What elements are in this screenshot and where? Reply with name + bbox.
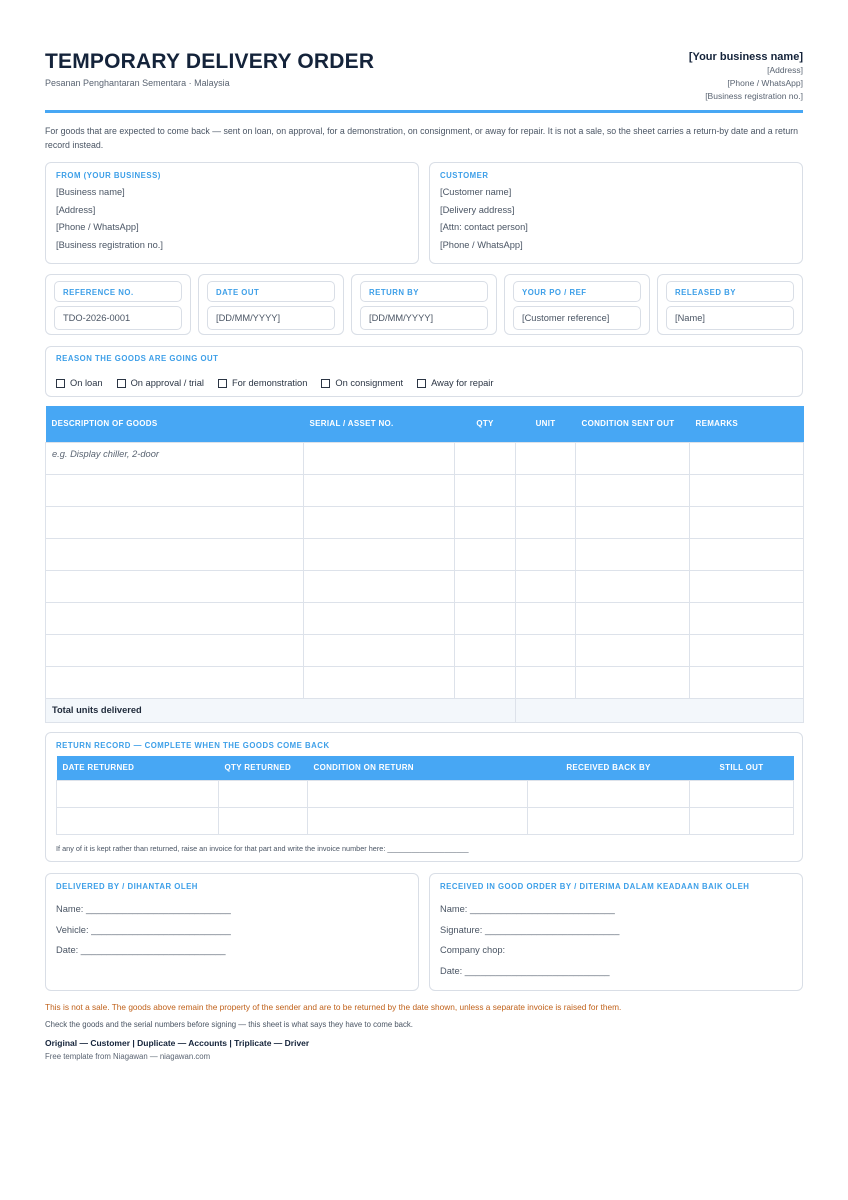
return-by-label: RETURN BY xyxy=(360,281,488,302)
table-row xyxy=(46,538,804,570)
table-cell[interactable] xyxy=(516,442,576,474)
table-cell[interactable] xyxy=(576,570,690,602)
date-out-field[interactable]: [DD/MM/YYYY] xyxy=(207,306,335,330)
released-by-card xyxy=(657,274,803,335)
from-box xyxy=(45,162,419,264)
table-cell[interactable] xyxy=(690,807,794,834)
business-reg-no: [Business registration no.] xyxy=(705,91,803,101)
date-out-card xyxy=(198,274,344,335)
reason-options xyxy=(56,378,507,388)
return-by-field[interactable]: [DD/MM/YYYY] xyxy=(360,306,488,330)
table-cell[interactable] xyxy=(46,538,304,570)
customer-contact-person[interactable]: [Attn: contact person] xyxy=(440,222,528,233)
table-row xyxy=(46,634,804,666)
table-cell[interactable] xyxy=(455,538,516,570)
col-qty-returned: QTY RETURNED xyxy=(219,756,308,780)
customer-label: CUSTOMER xyxy=(440,171,489,180)
business-block xyxy=(689,50,803,103)
received-name-field[interactable]: Name: ____________________________ xyxy=(440,904,615,914)
business-name: [Your business name] xyxy=(688,51,803,63)
delivered-name-field[interactable]: Name: ____________________________ xyxy=(56,904,231,914)
table-cell[interactable] xyxy=(516,602,576,634)
from-address[interactable]: [Address] xyxy=(56,204,96,215)
table-cell[interactable] xyxy=(528,807,690,834)
table-row xyxy=(46,506,804,538)
received-company-chop-field[interactable]: Company chop: xyxy=(440,945,506,955)
table-cell[interactable] xyxy=(516,666,576,698)
col-still-out: STILL OUT xyxy=(690,756,794,780)
table-row xyxy=(46,602,804,634)
table-row xyxy=(46,666,804,698)
template-credit: Free template from Niagawan — niagawan.com xyxy=(45,1052,211,1061)
table-cell[interactable] xyxy=(304,602,455,634)
table-cell[interactable] xyxy=(516,570,576,602)
table-row xyxy=(46,570,804,602)
total-units-value[interactable] xyxy=(516,698,804,722)
received-by-label: RECEIVED IN GOOD ORDER BY / DITERIMA DALAM KEADAAN BAIK OLEH xyxy=(440,882,750,891)
table-cell[interactable] xyxy=(455,666,516,698)
po-ref-field[interactable]: [Customer reference] xyxy=(513,306,641,330)
checkbox-icon[interactable] xyxy=(117,379,126,388)
table-cell[interactable] xyxy=(46,634,304,666)
col-serial: SERIAL / ASSET NO. xyxy=(304,406,455,442)
reason-option-on-loan[interactable]: On loan xyxy=(56,378,103,388)
table-cell[interactable] xyxy=(304,442,455,474)
table-cell[interactable] xyxy=(219,780,308,807)
table-cell[interactable] xyxy=(57,780,219,807)
reason-option-on-approval[interactable]: On approval / trial xyxy=(117,378,204,388)
document-subtitle: Pesanan Penghantaran Sementara · Malaysia xyxy=(45,78,230,88)
table-cell[interactable] xyxy=(304,506,455,538)
return-record-box xyxy=(45,732,803,862)
reason-label: REASON THE GOODS ARE GOING OUT xyxy=(56,354,219,363)
table-cell[interactable] xyxy=(304,666,455,698)
table-cell[interactable] xyxy=(576,666,690,698)
from-label: FROM (YOUR BUSINESS) xyxy=(56,171,161,180)
col-description: DESCRIPTION OF GOODS xyxy=(46,406,304,442)
table-cell[interactable] xyxy=(308,780,528,807)
table-cell[interactable] xyxy=(576,506,690,538)
col-received-back-by: RECEIVED BACK BY xyxy=(528,756,690,780)
table-cell[interactable] xyxy=(46,506,304,538)
table-cell[interactable] xyxy=(304,474,455,506)
table-cell[interactable] xyxy=(690,506,804,538)
col-remarks: REMARKS xyxy=(690,406,804,442)
table-cell[interactable] xyxy=(690,780,794,807)
table-cell[interactable] xyxy=(690,602,804,634)
from-business-name[interactable]: [Business name] xyxy=(56,187,125,197)
goods-description-example[interactable]: e.g. Display chiller, 2-door xyxy=(46,442,304,474)
check-goods-note: Check the goods and the serial numbers before signing — this sheet is what says they have to come back. xyxy=(45,1020,413,1029)
received-date-field[interactable]: Date: ____________________________ xyxy=(440,965,610,976)
table-cell[interactable] xyxy=(516,474,576,506)
goods-header-row xyxy=(46,406,804,442)
table-cell[interactable] xyxy=(516,538,576,570)
received-by-box xyxy=(429,873,803,991)
table-cell[interactable] xyxy=(690,666,804,698)
return-by-card xyxy=(351,274,497,335)
col-condition-sent: CONDITION SENT OUT xyxy=(576,406,690,442)
business-phone: [Phone / WhatsApp] xyxy=(727,78,803,88)
table-row xyxy=(46,442,804,474)
table-cell[interactable] xyxy=(576,474,690,506)
document-title: TEMPORARY DELIVERY ORDER xyxy=(45,50,375,73)
table-cell[interactable] xyxy=(528,780,690,807)
from-phone[interactable]: [Phone / WhatsApp] xyxy=(56,222,139,233)
table-cell[interactable] xyxy=(690,570,804,602)
document-page xyxy=(45,50,803,1061)
reference-field[interactable]: TDO-2026-0001 xyxy=(54,306,182,330)
table-cell[interactable] xyxy=(304,570,455,602)
table-cell[interactable] xyxy=(219,807,308,834)
reason-option-demonstration[interactable]: For demonstration xyxy=(218,378,307,388)
table-row xyxy=(57,780,794,807)
reason-box xyxy=(45,346,803,397)
checkbox-icon[interactable] xyxy=(321,379,330,388)
total-row xyxy=(46,698,804,722)
customer-phone[interactable]: [Phone / WhatsApp] xyxy=(440,240,523,251)
table-row xyxy=(46,474,804,506)
po-ref-label: YOUR PO / REF xyxy=(513,281,641,302)
table-cell[interactable] xyxy=(455,506,516,538)
col-date-returned: DATE RETURNED xyxy=(57,756,219,780)
reason-option-repair[interactable]: Away for repair xyxy=(417,378,493,388)
table-cell[interactable] xyxy=(690,538,804,570)
table-cell[interactable] xyxy=(455,474,516,506)
total-units-label: Total units delivered xyxy=(46,698,516,722)
reason-option-consignment[interactable]: On consignment xyxy=(321,378,403,388)
return-record-table xyxy=(56,756,794,835)
received-signature-field[interactable]: Signature: __________________________ xyxy=(440,924,620,935)
table-cell[interactable] xyxy=(455,570,516,602)
table-cell[interactable] xyxy=(455,634,516,666)
released-by-label: RELEASED BY xyxy=(666,281,794,302)
delivered-vehicle-field[interactable]: Vehicle: ___________________________ xyxy=(56,924,231,935)
customer-delivery-address[interactable]: [Delivery address] xyxy=(440,204,515,215)
po-ref-card xyxy=(504,274,650,335)
reference-label: REFERENCE NO. xyxy=(54,281,182,302)
document-header xyxy=(45,50,803,106)
goods-table xyxy=(45,406,804,723)
customer-name[interactable]: [Customer name] xyxy=(440,187,512,197)
table-cell[interactable] xyxy=(46,474,304,506)
header-rule xyxy=(45,110,803,113)
not-a-sale-notice: This is not a sale. The goods above remain the property of the sender and are to be returned by the date shown, unless a separate invoice is raised for them. xyxy=(45,1002,622,1012)
table-cell[interactable] xyxy=(690,442,804,474)
table-cell[interactable] xyxy=(46,602,304,634)
checkbox-icon[interactable] xyxy=(417,379,426,388)
delivered-date-field[interactable]: Date: ____________________________ xyxy=(56,945,226,955)
from-reg-no[interactable]: [Business registration no.] xyxy=(56,240,163,251)
table-row xyxy=(57,807,794,834)
customer-box xyxy=(429,162,803,264)
return-header-row xyxy=(57,756,794,780)
return-record-label: RETURN RECORD — COMPLETE WHEN THE GOODS COME BACK xyxy=(56,741,330,750)
table-cell[interactable] xyxy=(576,602,690,634)
table-cell[interactable] xyxy=(576,634,690,666)
table-cell[interactable] xyxy=(576,442,690,474)
reference-card xyxy=(45,274,191,335)
table-cell[interactable] xyxy=(455,602,516,634)
table-cell[interactable] xyxy=(516,634,576,666)
checkbox-icon[interactable] xyxy=(56,379,65,388)
delivered-by-box xyxy=(45,873,419,991)
col-unit: UNIT xyxy=(516,406,576,442)
col-condition-return: CONDITION ON RETURN xyxy=(308,756,528,780)
table-cell[interactable] xyxy=(516,506,576,538)
checkbox-icon[interactable] xyxy=(218,379,227,388)
table-cell[interactable] xyxy=(576,538,690,570)
table-cell[interactable] xyxy=(304,538,455,570)
table-cell[interactable] xyxy=(304,634,455,666)
table-cell[interactable] xyxy=(690,634,804,666)
table-cell[interactable] xyxy=(690,474,804,506)
table-cell[interactable] xyxy=(308,807,528,834)
return-invoice-note: If any of it is kept rather than returned, raise an invoice for that part and write the invoice number here: ____________________ xyxy=(56,844,469,853)
intro-text: For goods that are expected to come back — sent on loan, on approval, for a demonstration, on consignment, or away for repair. It is not a sale, so the sheet carries a return-by date and a return record instead. xyxy=(45,126,799,150)
table-cell[interactable] xyxy=(46,570,304,602)
business-address: [Address] xyxy=(767,65,803,75)
copies-distribution: Original — Customer | Duplicate — Accounts | Triplicate — Driver xyxy=(45,1038,310,1048)
table-cell[interactable] xyxy=(46,666,304,698)
released-by-field[interactable]: [Name] xyxy=(666,306,794,330)
delivered-by-label: DELIVERED BY / DIHANTAR OLEH xyxy=(56,882,198,891)
table-cell[interactable] xyxy=(455,442,516,474)
table-cell[interactable] xyxy=(57,807,219,834)
col-qty: QTY xyxy=(455,406,516,442)
date-out-label: DATE OUT xyxy=(207,281,335,302)
